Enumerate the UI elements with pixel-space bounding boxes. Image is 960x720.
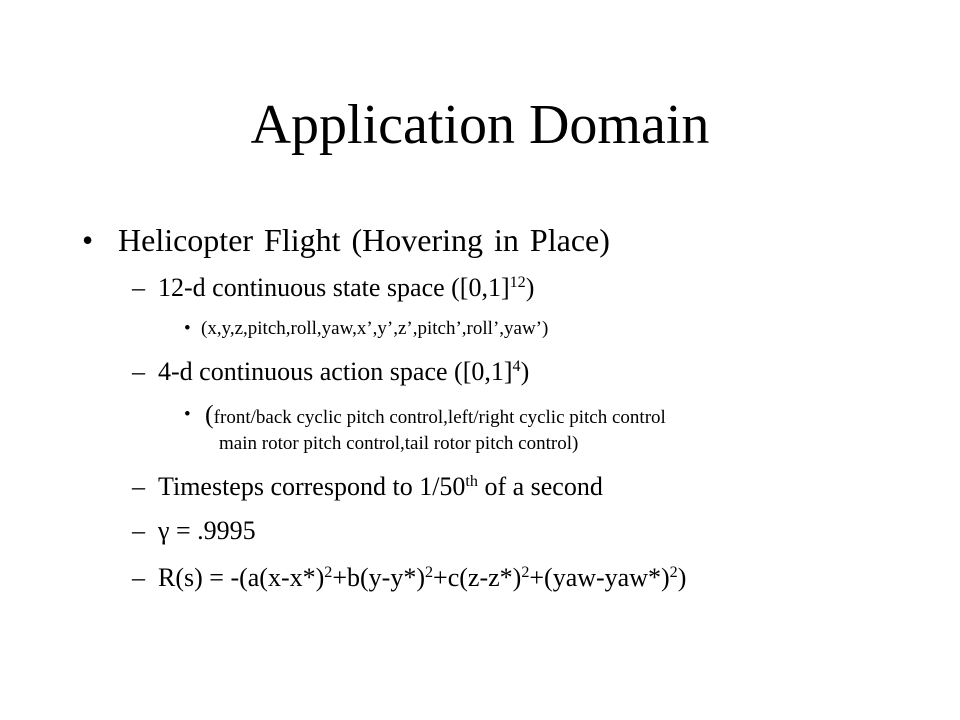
bullet-icon: •: [184, 318, 191, 339]
item-action-space: [158, 357, 529, 387]
timesteps-suffix: of a second: [477, 472, 603, 501]
dash-icon: –: [132, 563, 145, 592]
reward-part-4: +(yaw-yaw*): [529, 563, 670, 592]
reward-exp-3: 2: [521, 564, 530, 582]
action-space-text: 4-d continuous action space ([0,1]: [158, 357, 513, 386]
dash-icon: –: [132, 357, 145, 386]
timesteps-text: Timesteps correspond to 1/50: [158, 472, 466, 501]
controls-open-paren: (: [205, 400, 214, 429]
bullet-helicopter-flight: Helicopter Flight (Hovering in Place): [118, 222, 610, 258]
dash-icon: –: [132, 472, 145, 501]
item-reward: [158, 563, 686, 593]
item-controls: [205, 400, 666, 430]
reward-exp-2: 2: [424, 564, 434, 582]
controls-line-1: front/back cyclic pitch control,left/right cyclic pitch control: [213, 407, 666, 428]
state-space-close: ): [525, 273, 535, 302]
item-timesteps: [158, 472, 603, 502]
reward-part-3: +c(z-z*): [433, 563, 522, 592]
controls-line-2: main rotor pitch control,tail rotor pitch control): [219, 433, 579, 454]
bullet-icon: •: [82, 222, 94, 258]
dash-icon: –: [132, 273, 145, 302]
timesteps-superscript: th: [465, 473, 478, 491]
bullet-icon: •: [184, 404, 191, 425]
reward-exp-1: 2: [324, 564, 333, 582]
action-space-exponent: 4: [512, 358, 521, 376]
reward-exp-4: 2: [669, 564, 678, 582]
item-gamma: γ = .9995: [158, 516, 256, 545]
slide-title: Application Domain: [250, 94, 710, 156]
reward-part-5: ): [677, 563, 687, 592]
dash-icon: –: [132, 516, 145, 545]
item-state-space: [158, 273, 534, 303]
reward-part-1: R(s) = -(a(x-x*): [158, 563, 325, 592]
reward-part-2: +b(y-y*): [332, 563, 425, 592]
state-space-text: 12-d continuous state space ([0,1]: [158, 273, 510, 302]
item-state-variables: (x,y,z,pitch,roll,yaw,x’,y’,z’,pitch’,roll’,yaw’): [201, 318, 549, 339]
action-space-close: ): [520, 357, 530, 386]
state-space-exponent: 12: [509, 274, 526, 292]
